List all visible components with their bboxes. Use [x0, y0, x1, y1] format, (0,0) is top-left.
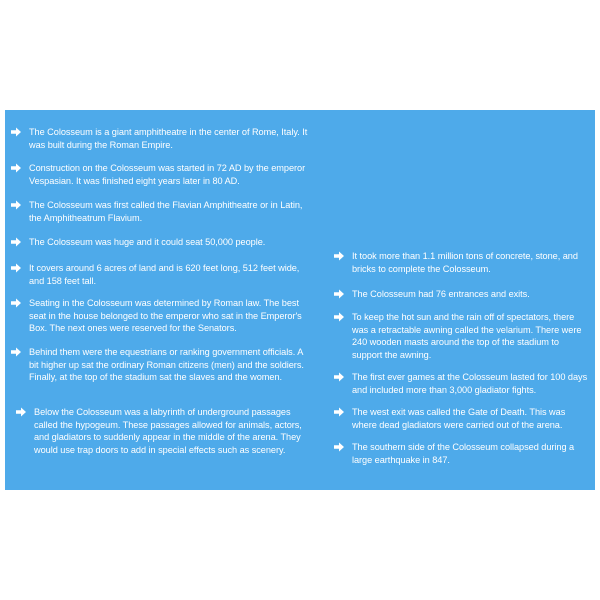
arrow-right-icon — [10, 199, 22, 211]
arrow-right-icon — [15, 406, 27, 418]
fact-text: The first ever games at the Colosseum lasted for 100 days and included more than 3,000 gladiator fights. — [352, 372, 588, 395]
arrow-right-icon — [10, 126, 22, 138]
fact-item — [10, 297, 310, 335]
fact-text: It took more than 1.1 million tons of concrete, stone, and bricks to complete the Colosseum. — [352, 251, 578, 274]
fact-item — [333, 406, 591, 431]
colosseum-facts-panel — [5, 110, 595, 490]
fact-item — [10, 236, 310, 249]
fact-text: The Colosseum was first called the Flavian Amphitheatre or in Latin, the Amphitheatrum Flavium. — [29, 200, 303, 223]
fact-text: The Colosseum had 76 entrances and exits. — [352, 289, 530, 299]
fact-item — [10, 199, 310, 224]
fact-text: The southern side of the Colosseum collapsed during a large earthquake in 847. — [352, 442, 575, 465]
fact-text: To keep the hot sun and the rain off of spectators, there was a retractable awning called the velarium. There were 240 wooden masts around the top of the stadium to support the awning. — [352, 312, 582, 360]
fact-item — [333, 288, 591, 301]
fact-text: It covers around 6 acres of land and is 620 feet long, 512 feet wide, and 158 feet tall. — [29, 263, 300, 286]
fact-text: Below the Colosseum was a labyrinth of underground passages called the hypogeum. These passages allowed for animals, actors, and gladiators to suddenly appear in the middle of the arena. They would use trap doors to add in special effects such as scenery. — [34, 407, 302, 455]
fact-item — [10, 262, 310, 287]
fact-item — [10, 162, 310, 187]
fact-item — [10, 126, 310, 151]
fact-item — [10, 346, 310, 384]
fact-item — [333, 371, 591, 396]
fact-text: Seating in the Colosseum was determined by Roman law. The best seat in the house belonged to the emperor who sat in the Emperor's Box. The next ones were reserved for the Senators. — [29, 298, 302, 333]
fact-item — [333, 441, 591, 466]
fact-text: Behind them were the equestrians or ranking government officials. A bit higher up sat the ordinary Roman citizens (men) and the soldiers. Finally, at the top of the stadium sat the slaves and the women. — [29, 347, 304, 382]
arrow-right-icon — [10, 346, 22, 358]
fact-text: The west exit was called the Gate of Death. This was where dead gladiators were carried out of the arena. — [352, 407, 566, 430]
fact-item — [15, 406, 310, 456]
arrow-right-icon — [333, 250, 345, 262]
fact-text: The Colosseum is a giant amphitheatre in the center of Rome, Italy. It was built during the Roman Empire. — [29, 127, 308, 150]
arrow-right-icon — [333, 288, 345, 300]
fact-item — [333, 250, 591, 275]
arrow-right-icon — [10, 236, 22, 248]
fact-text: Construction on the Colosseum was started in 72 AD by the emperor Vespasian. It was finished eight years later in 80 AD. — [29, 163, 306, 186]
arrow-right-icon — [333, 441, 345, 453]
arrow-right-icon — [333, 371, 345, 383]
arrow-right-icon — [333, 311, 345, 323]
arrow-right-icon — [333, 406, 345, 418]
fact-text: The Colosseum was huge and it could seat 50,000 people. — [29, 237, 266, 247]
arrow-right-icon — [10, 262, 22, 274]
arrow-right-icon — [10, 297, 22, 309]
fact-item — [333, 311, 591, 361]
arrow-right-icon — [10, 162, 22, 174]
